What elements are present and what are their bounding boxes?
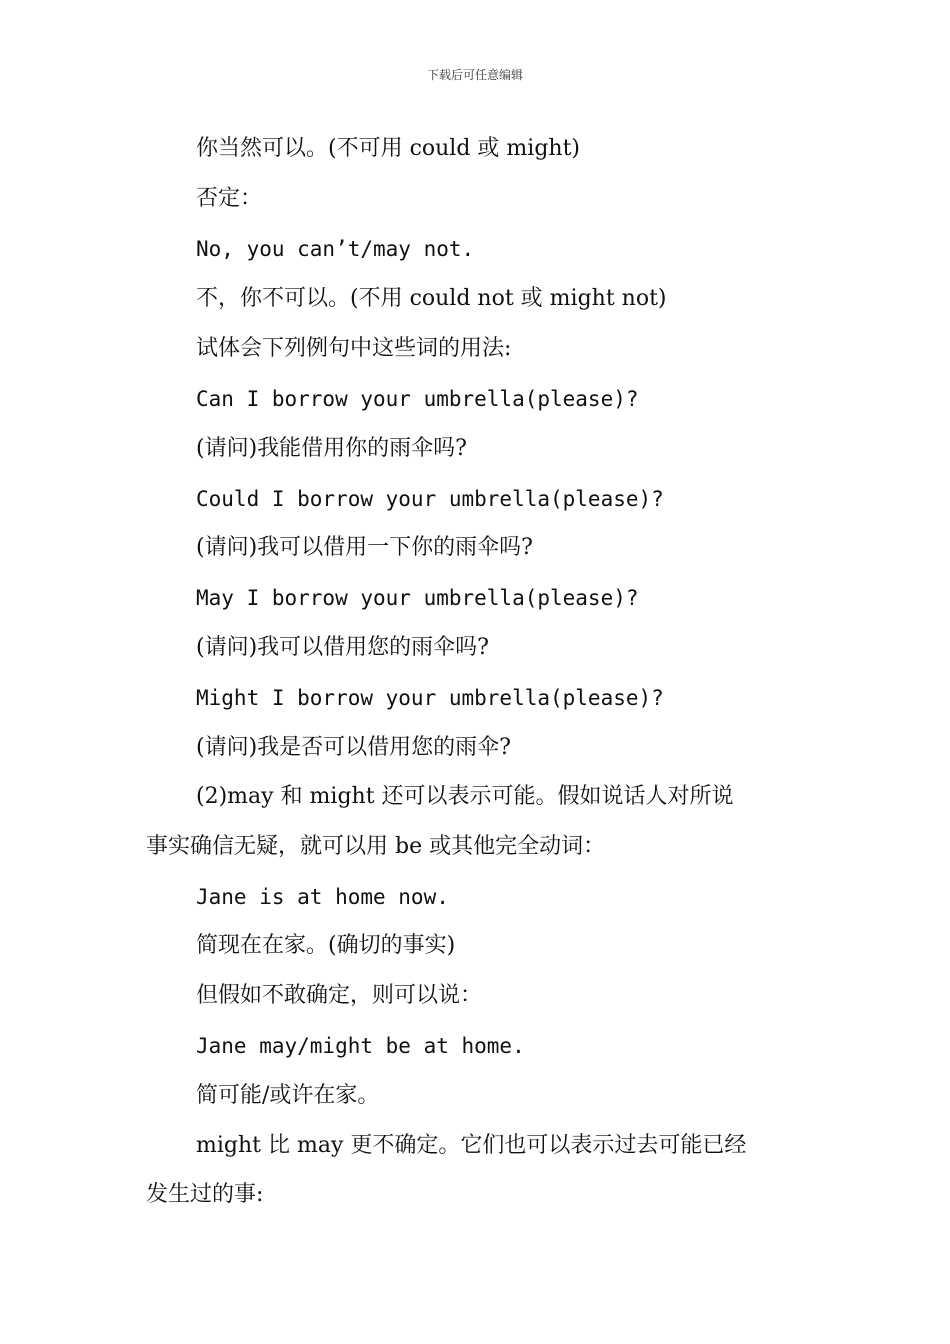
text-line: (请问)我能借用你的雨伞吗? <box>196 436 467 461</box>
text-line: (请问)我是否可以借用您的雨伞? <box>196 735 511 760</box>
text-line: May I borrow your umbrella(please)? <box>196 586 639 610</box>
text-line: might 比 may 更不确定。它们也可以表示过去可能已经 <box>196 1133 747 1158</box>
text-line: (请问)我可以借用您的雨伞吗? <box>196 635 489 660</box>
text-line: 但假如不敢确定，则可以说： <box>196 983 483 1008</box>
text-line: Could I borrow your umbrella(please)? <box>196 487 664 511</box>
text-line: 你当然可以。(不可用 could 或 might) <box>196 136 580 161</box>
text-line: Can I borrow your umbrella(please)? <box>196 387 639 411</box>
text-line: Jane may/might be at home. <box>196 1034 525 1058</box>
text-line: (2)may 和 might 还可以表示可能。假如说话人对所说 <box>196 784 734 809</box>
text-line: 否定： <box>196 186 263 211</box>
text-line: 事实确信无疑，就可以用 be 或其他完全动词： <box>146 834 606 859</box>
text-line: 试体会下列例句中这些词的用法: <box>196 336 512 361</box>
text-line: 简现在在家。(确切的事实) <box>196 933 456 958</box>
text-line: No, you can’t/may not. <box>196 237 475 261</box>
text-line: 简可能/或许在家。 <box>196 1083 380 1108</box>
text-line: 不，你不可以。(不用 could not 或 might not) <box>196 286 667 311</box>
text-line: Might I borrow your umbrella(please)? <box>196 686 664 710</box>
text-line: 发生过的事: <box>146 1182 264 1207</box>
page-header: 下载后可任意编辑 <box>426 68 523 82</box>
text-line: Jane is at home now. <box>196 885 449 909</box>
text-line: (请问)我可以借用一下你的雨伞吗? <box>196 535 533 560</box>
